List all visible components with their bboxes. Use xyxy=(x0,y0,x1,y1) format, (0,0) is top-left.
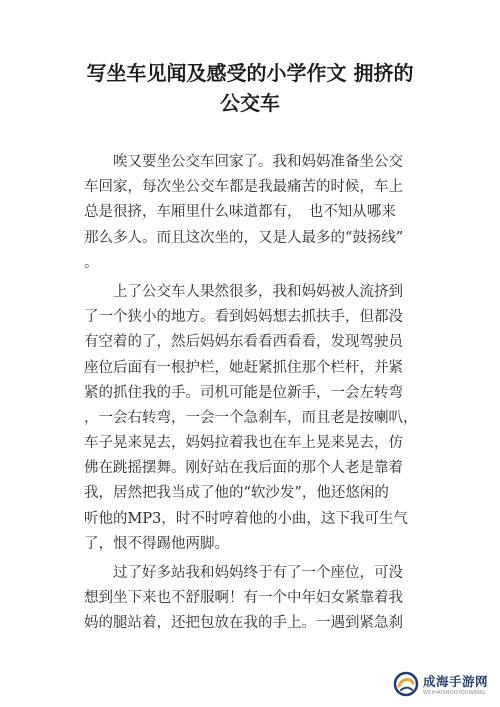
text-line: 那么多人。而且这次坐的，又是人最多的“鼓扬线” xyxy=(84,229,404,246)
text-line: 车回家，每次坐公交车都是我最痛苦的时候，车上 xyxy=(84,179,403,196)
text-line: 想到坐下来也不舒服啊！有一个中年妇女紧靠着我 xyxy=(84,590,403,607)
text-line: 过了好多站我和妈妈终于有了一个座位，可没 xyxy=(84,565,403,581)
paragraph-1 xyxy=(84,150,436,276)
text-line: 车子晃来晃去，妈妈拉着我也在车上晃来晃去，仿 xyxy=(84,435,403,452)
paragraph-3 xyxy=(84,561,436,637)
text-line: 座位后面有一根护栏，她赶紧抓住那个栏杆，并紧 xyxy=(84,359,403,376)
text-line: 唉又要坐公交车回家了。我和妈妈准备坐公交 xyxy=(84,154,403,170)
site-watermark xyxy=(393,671,488,697)
document-body xyxy=(84,150,436,641)
paragraph-2 xyxy=(84,280,436,557)
text-line: 我，居然把我当成了他的“软沙发”，他还悠闲的 xyxy=(84,485,389,502)
text-line: 紧的抓住我的手。司机可能是位新手，一会左转弯 xyxy=(84,384,403,401)
text-line: 了，恨不得踢他两脚。 xyxy=(84,535,229,552)
watermark-subtext: WEIHAISHOUYOUWANG xyxy=(422,690,486,696)
document-title xyxy=(60,58,440,118)
text-line: 妈的腿站着，还把包放在我的手上。一遇到紧急刹 xyxy=(84,615,403,632)
text-line: 。 xyxy=(84,254,99,271)
title-line-2: 公交车 xyxy=(220,91,280,115)
text-line: 上了公交车人果然很多，我和妈妈被人流挤到 xyxy=(84,283,403,300)
text-line: 有空着的了，然后妈妈东看看西看看，发现驾驶员 xyxy=(84,334,403,351)
text-line: ，一会右转弯，一会一个急刹车，而且老是按喇叭， xyxy=(84,409,418,426)
swirl-logo-icon xyxy=(393,671,419,697)
text-line: 了一个狭小的地方。看到妈妈想去抓扶手，但都没 xyxy=(84,309,403,326)
title-line-1: 写坐车见闻及感受的小学作文 拥挤的 xyxy=(86,61,414,85)
text-line: 听他的MP3，时不时哼着他的小曲，这下我可生气 xyxy=(84,510,408,527)
text-line: 总是很挤，车厢里什么味道都有， 也不知从哪来 xyxy=(84,204,396,221)
watermark-text: 成海手游网 xyxy=(422,674,488,689)
text-line: 佛在跳摇摆舞。刚好站在我后面的那个人老是靠着 xyxy=(84,460,403,477)
